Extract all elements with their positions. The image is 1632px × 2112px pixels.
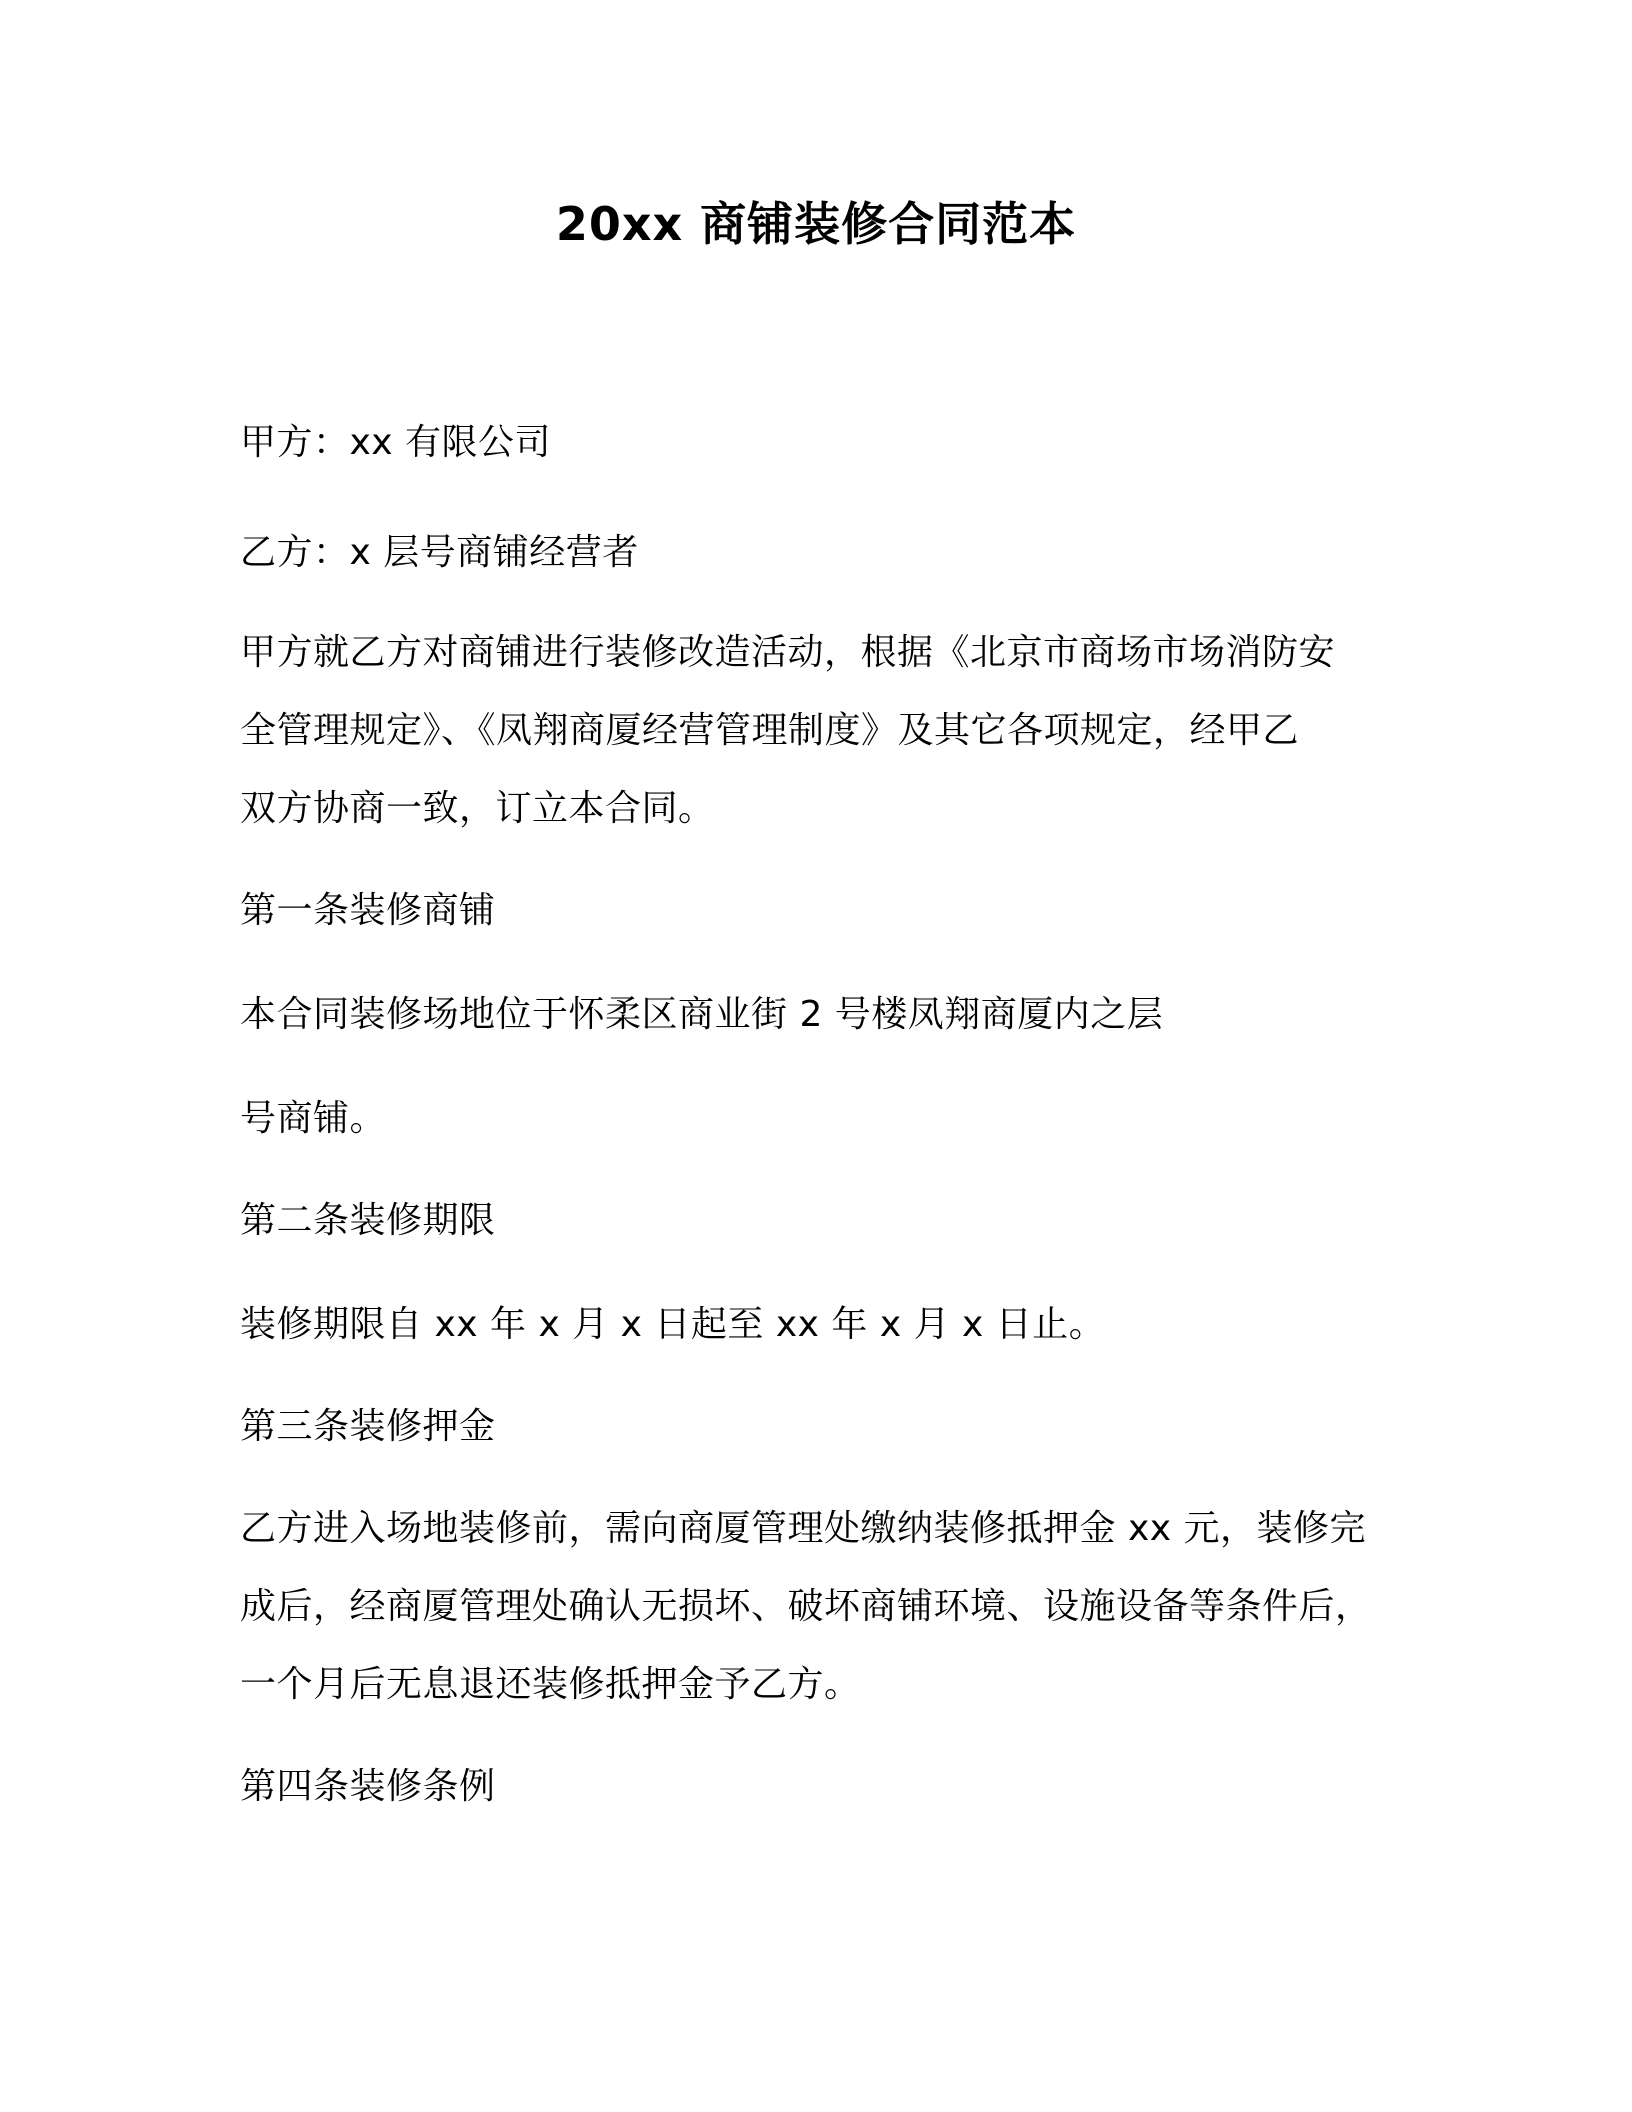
preamble-line-3: 双方协商一致，订立本合同。 <box>240 788 715 829</box>
article-1-body-line-1: 本合同装修场地位于怀柔区商业街 2 号楼凤翔商厦内之层 <box>240 994 1164 1035</box>
article-2-body: 装修期限自 xx 年 x 月 x 日起至 xx 年 x 月 x 日止。 <box>240 1304 1106 1345</box>
preamble-line-2: 全管理规定》、《凤翔商厦经营管理制度》及其它各项规定，经甲乙 <box>240 710 1300 751</box>
party-b-line: 乙方：x 层号商铺经营者 <box>240 532 639 573</box>
article-2-heading: 第二条装修期限 <box>240 1200 496 1241</box>
article-4-heading: 第四条装修条例 <box>240 1766 496 1807</box>
article-3-heading: 第三条装修押金 <box>240 1406 496 1447</box>
document-title: 20xx 商铺装修合同范本 <box>555 197 1077 251</box>
article-3-body-line-3: 一个月后无息退还装修抵押金予乙方。 <box>240 1664 861 1705</box>
party-a-line: 甲方：xx 有限公司 <box>240 422 552 463</box>
article-1-heading: 第一条装修商铺 <box>240 890 496 931</box>
article-1-body-line-2: 号商铺。 <box>240 1098 387 1139</box>
preamble-line-1: 甲方就乙方对商铺进行装修改造活动，根据《北京市商场市场消防安 <box>240 632 1336 673</box>
article-3-body-line-1: 乙方进入场地装修前，需向商厦管理处缴纳装修抵押金 xx 元，装修完 <box>240 1508 1366 1549</box>
article-3-body-line-2: 成后，经商厦管理处确认无损坏、破坏商铺环境、设施设备等条件后， <box>240 1586 1372 1627</box>
